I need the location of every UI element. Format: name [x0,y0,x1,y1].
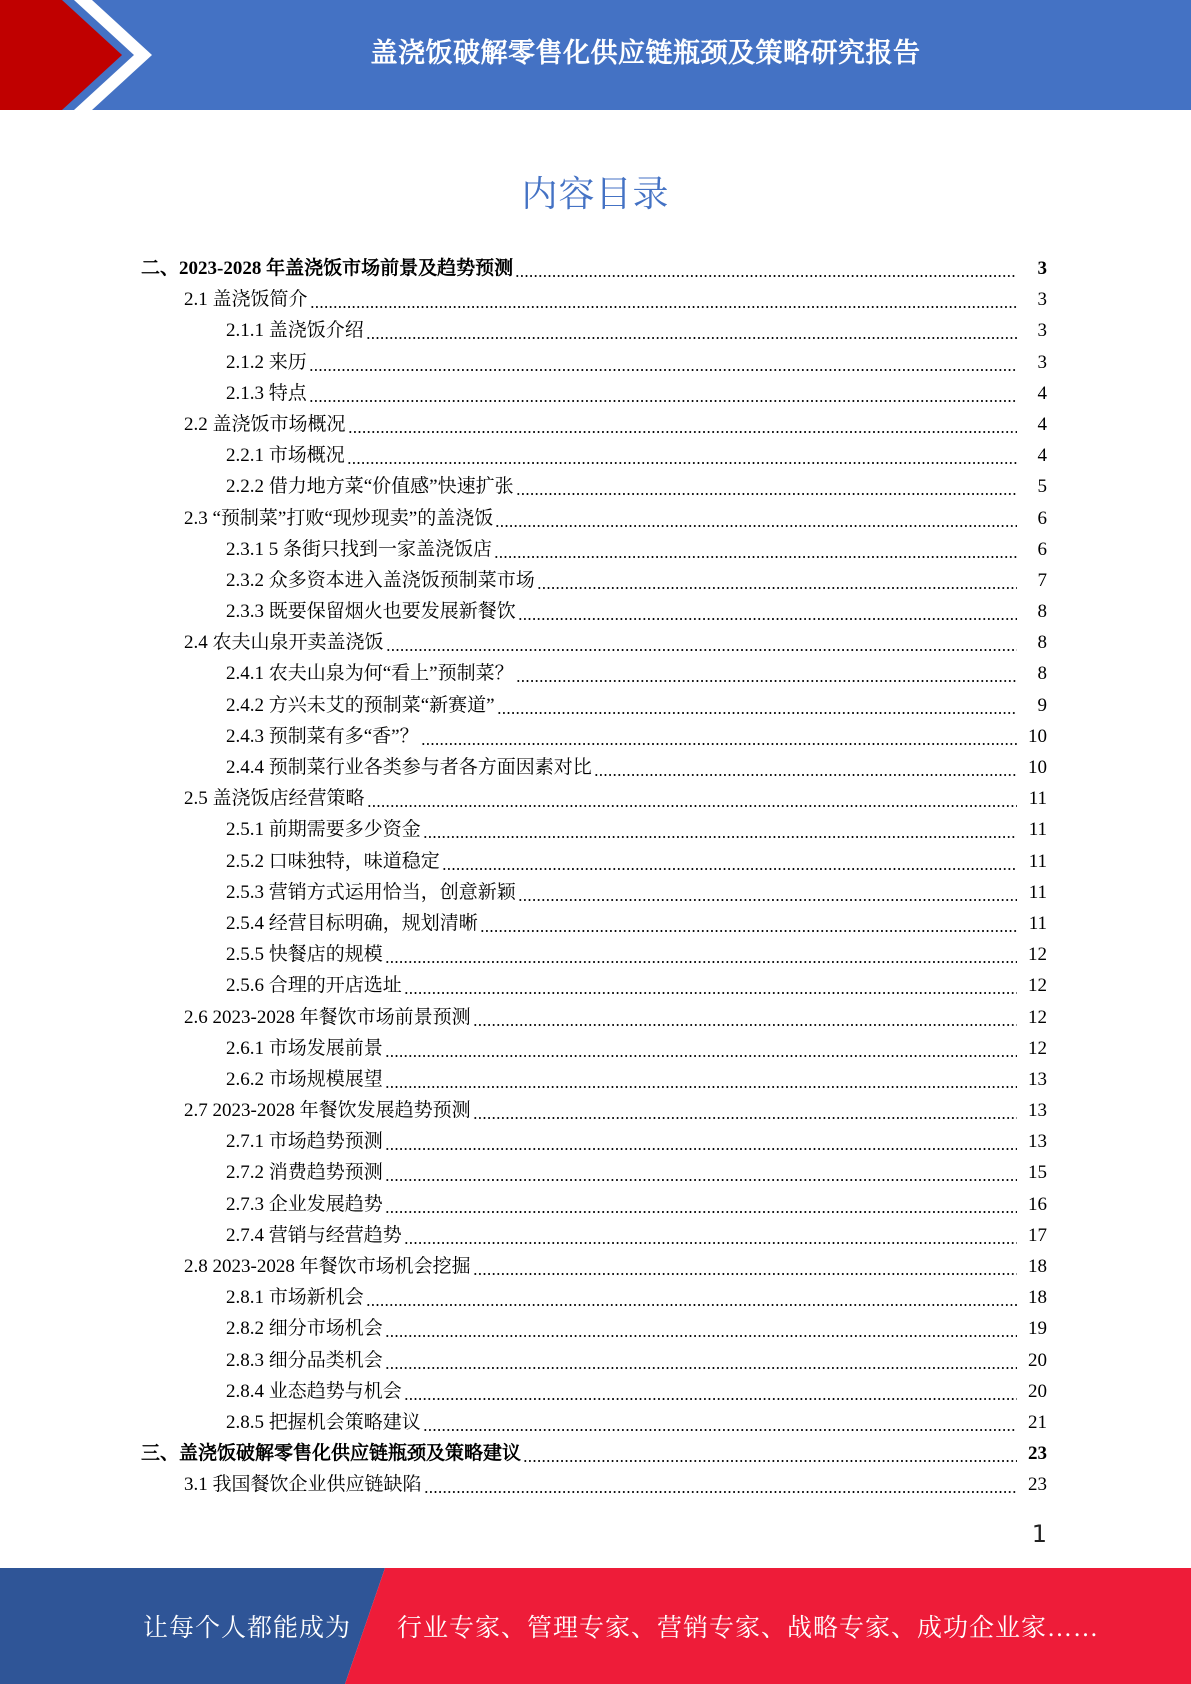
logo-chevron-icon [0,0,160,110]
page-footer [0,1568,1191,1684]
toc-entry-page: 8 [1037,663,1047,685]
toc-entry-label: 2.5.2 口味独特，味道稳定 [226,850,440,872]
toc-entry[interactable] [0,846,1191,877]
toc-entry-label: 2.7.1 市场趋势预测 [226,1131,383,1153]
toc-entry[interactable] [0,1251,1191,1282]
toc-entry[interactable] [0,409,1191,440]
toc-entry-label: 二、2023-2028 年盖浇饭市场前景及趋势预测 [141,258,514,279]
toc-dot-leader [385,1126,1017,1157]
toc-entry-page: 8 [1037,632,1047,654]
toc-dot-leader [385,1033,1017,1064]
toc-dot-leader [348,409,1017,440]
toc-dot-leader [404,1220,1017,1251]
toc-entry-label: 2.6.1 市场发展前景 [226,1037,383,1059]
toc-entry[interactable] [0,253,1191,284]
toc-entry-page: 17 [1028,1224,1047,1246]
toc-dot-leader [421,721,1017,752]
toc-dot-leader [385,1189,1017,1220]
table-of-contents [0,253,1191,1501]
toc-entry-page: 15 [1028,1162,1047,1184]
toc-dot-leader [385,1313,1017,1344]
toc-entry-label: 2.1 盖浇饭简介 [184,289,308,311]
toc-dot-leader [385,1345,1017,1376]
toc-entry-label: 2.4.2 方兴未艾的预制菜“新赛道” [226,694,495,716]
toc-dot-leader [473,1251,1017,1282]
toc-dot-leader [518,877,1017,908]
toc-entry[interactable] [0,690,1191,721]
toc-entry[interactable] [0,1438,1191,1469]
toc-entry[interactable] [0,565,1191,596]
toc-entry-page: 19 [1028,1318,1047,1340]
toc-entry[interactable] [0,1313,1191,1344]
toc-dot-leader [594,752,1017,783]
toc-entry-page: 12 [1028,944,1047,966]
page-header [0,0,1191,110]
toc-entry-page: 13 [1028,1068,1047,1090]
toc-entry[interactable] [0,908,1191,939]
toc-dot-leader [497,690,1017,721]
toc-entry-page: 4 [1037,413,1047,435]
toc-entry-label: 2.3.3 既要保留烟火也要发展新餐饮 [226,601,516,623]
toc-entry-page: 20 [1028,1349,1047,1371]
toc-entry-label: 2.7.3 企业发展趋势 [226,1193,383,1215]
toc-entry-label: 2.1.1 盖浇饭介绍 [226,320,364,342]
toc-entry-label: 2.8.4 业态趋势与机会 [226,1380,402,1402]
toc-dot-leader [537,565,1017,596]
toc-entry[interactable] [0,721,1191,752]
toc-entry-page: 12 [1028,975,1047,997]
toc-entry-page: 11 [1028,850,1047,872]
toc-entry-label: 2.2.1 市场概况 [226,445,345,467]
toc-entry[interactable] [0,315,1191,346]
toc-dot-leader [495,503,1017,534]
toc-entry-page: 7 [1037,569,1047,591]
footer-slogan-left: 让每个人都能成为 [143,1615,352,1642]
toc-entry-label: 2.2 盖浇饭市场概况 [184,413,346,435]
toc-entry-page: 11 [1028,881,1047,903]
toc-entry-page: 12 [1028,1037,1047,1059]
toc-entry[interactable] [0,939,1191,970]
toc-entry-page: 10 [1028,725,1047,747]
toc-entry[interactable] [0,1469,1191,1500]
toc-entry[interactable] [0,752,1191,783]
toc-entry-page: 12 [1028,1006,1047,1028]
footer-slogan-right: 行业专家、管理专家、营销专家、战略专家、成功企业家…… [397,1615,1100,1642]
toc-entry[interactable] [0,1157,1191,1188]
toc-entry-label: 2.5 盖浇饭店经营策略 [184,788,365,810]
toc-entry-page: 4 [1037,445,1047,467]
toc-entry-label: 2.1.3 特点 [226,382,307,404]
toc-dot-leader [494,534,1017,565]
toc-dot-leader [442,846,1017,877]
toc-dot-leader [515,253,1017,284]
toc-entry[interactable] [0,970,1191,1001]
toc-entry[interactable] [0,814,1191,845]
toc-dot-leader [480,908,1017,939]
toc-entry-page: 20 [1028,1380,1047,1402]
toc-entry-page: 5 [1037,476,1047,498]
toc-dot-leader [386,627,1017,658]
toc-entry-label: 2.6.2 市场规模展望 [226,1068,383,1090]
toc-entry[interactable] [0,347,1191,378]
toc-entry-label: 2.5.1 前期需要多少资金 [226,819,421,841]
toc-dot-leader [366,315,1017,346]
toc-dot-leader [309,347,1017,378]
toc-heading: 内容目录 [521,174,670,215]
toc-entry[interactable] [0,1345,1191,1376]
toc-dot-leader [367,783,1017,814]
page-number: 1 [1031,1520,1047,1548]
toc-dot-leader [473,1002,1017,1033]
toc-entry-label: 2.8 2023-2028 年餐饮市场机会挖掘 [184,1256,471,1277]
toc-entry-label: 2.8.2 细分市场机会 [226,1318,383,1340]
toc-dot-leader [523,1438,1017,1469]
toc-entry[interactable] [0,503,1191,534]
toc-entry-label: 2.5.4 经营目标明确，规划清晰 [226,912,478,934]
toc-entry-page: 9 [1037,694,1047,716]
toc-dot-leader [404,970,1017,1001]
toc-dot-leader [385,1064,1017,1095]
toc-entry-page: 4 [1037,382,1047,404]
toc-entry-label: 2.1.2 来历 [226,351,307,373]
toc-entry-label: 2.5.6 合理的开店选址 [226,975,402,997]
toc-entry-label: 2.8.3 细分品类机会 [226,1349,383,1371]
toc-entry-page: 11 [1028,819,1047,841]
toc-entry[interactable] [0,596,1191,627]
toc-entry[interactable] [0,440,1191,471]
toc-entry-label: 2.2.2 借力地方菜“价值感”快速扩张 [226,476,514,498]
toc-entry-page: 10 [1028,757,1047,778]
toc-dot-leader [424,1469,1017,1500]
toc-entry-label: 2.5.5 快餐店的规模 [226,944,383,966]
toc-entry-label: 2.3 “预制菜”打败“现炒现卖”的盖浇饭 [184,507,494,529]
toc-entry[interactable] [0,1189,1191,1220]
toc-entry-page: 23 [1028,1474,1047,1496]
toc-entry-label: 2.4.3 预制菜有多“香”？ [226,725,419,747]
toc-entry[interactable] [0,1064,1191,1095]
toc-dot-leader [516,471,1017,502]
toc-entry-page: 13 [1028,1131,1047,1153]
toc-dot-leader [309,378,1017,409]
toc-entry[interactable] [0,877,1191,908]
toc-entry-page: 6 [1037,538,1047,560]
toc-dot-leader [423,814,1017,845]
toc-entry-label: 2.8.1 市场新机会 [226,1287,364,1309]
toc-entry[interactable] [0,471,1191,502]
toc-entry[interactable] [0,658,1191,689]
toc-entry-page: 3 [1037,351,1047,373]
toc-entry-label: 2.7 2023-2028 年餐饮发展趋势预测 [184,1100,471,1122]
toc-entry-label: 2.8.5 把握机会策略建议 [226,1411,421,1433]
toc-entry-label: 2.6 2023-2028 年餐饮市场前景预测 [184,1006,471,1028]
toc-dot-leader [385,1157,1017,1188]
toc-dot-leader [518,596,1017,627]
toc-entry[interactable] [0,1033,1191,1064]
toc-entry-page: 3 [1037,258,1047,279]
toc-entry-page: 13 [1028,1100,1047,1122]
toc-entry-page: 16 [1028,1193,1047,1215]
toc-entry-page: 8 [1037,601,1047,623]
toc-entry[interactable] [0,627,1191,658]
toc-entry-page: 3 [1037,289,1047,311]
toc-entry-label: 2.4 农夫山泉开卖盖浇饭 [184,632,384,654]
toc-entry-label: 3.1 我国餐饮企业供应链缺陷 [184,1474,422,1496]
toc-entry-page: 21 [1028,1411,1047,1433]
toc-entry[interactable] [0,284,1191,315]
toc-entry-label: 2.3.1 5 条街只找到一家盖浇饭店 [226,538,493,560]
toc-entry[interactable] [0,534,1191,565]
toc-entry[interactable] [0,1002,1191,1033]
toc-entry[interactable] [0,1282,1191,1313]
toc-dot-leader [404,1376,1017,1407]
toc-dot-leader [347,440,1017,471]
toc-entry[interactable] [0,1220,1191,1251]
toc-entry[interactable] [0,1095,1191,1126]
toc-entry-label: 2.7.4 营销与经营趋势 [226,1224,402,1246]
toc-entry-page: 11 [1028,912,1047,934]
toc-entry-label: 2.4.4 预制菜行业各类参与者各方面因素对比 [226,757,592,778]
toc-dot-leader [473,1095,1017,1126]
toc-entry-label: 三、盖浇饭破解零售化供应链瓶颈及策略建议 [141,1443,522,1465]
toc-entry[interactable] [0,1407,1191,1438]
toc-dot-leader [385,939,1017,970]
toc-entry-label: 2.4.1 农夫山泉为何“看上”预制菜？ [226,663,514,685]
toc-entry-label: 2.5.3 营销方式运用恰当，创意新颖 [226,881,516,903]
toc-entry[interactable] [0,1376,1191,1407]
toc-entry[interactable] [0,378,1191,409]
toc-entry-page: 23 [1028,1443,1047,1465]
toc-entry[interactable] [0,1126,1191,1157]
toc-entry-page: 6 [1037,507,1047,529]
toc-dot-leader [310,284,1017,315]
toc-entry-page: 18 [1028,1287,1047,1309]
toc-dot-leader [516,658,1017,689]
toc-entry-page: 18 [1028,1256,1047,1277]
toc-entry-label: 2.7.2 消费趋势预测 [226,1162,383,1184]
toc-entry-label: 2.3.2 众多资本进入盖浇饭预制菜市场 [226,569,535,591]
toc-entry-page: 11 [1028,788,1047,810]
report-title: 盖浇饭破解零售化供应链瓶颈及策略研究报告 [370,37,921,69]
toc-entry-page: 3 [1037,320,1047,342]
toc-entry[interactable] [0,783,1191,814]
toc-dot-leader [423,1407,1017,1438]
toc-dot-leader [366,1282,1017,1313]
